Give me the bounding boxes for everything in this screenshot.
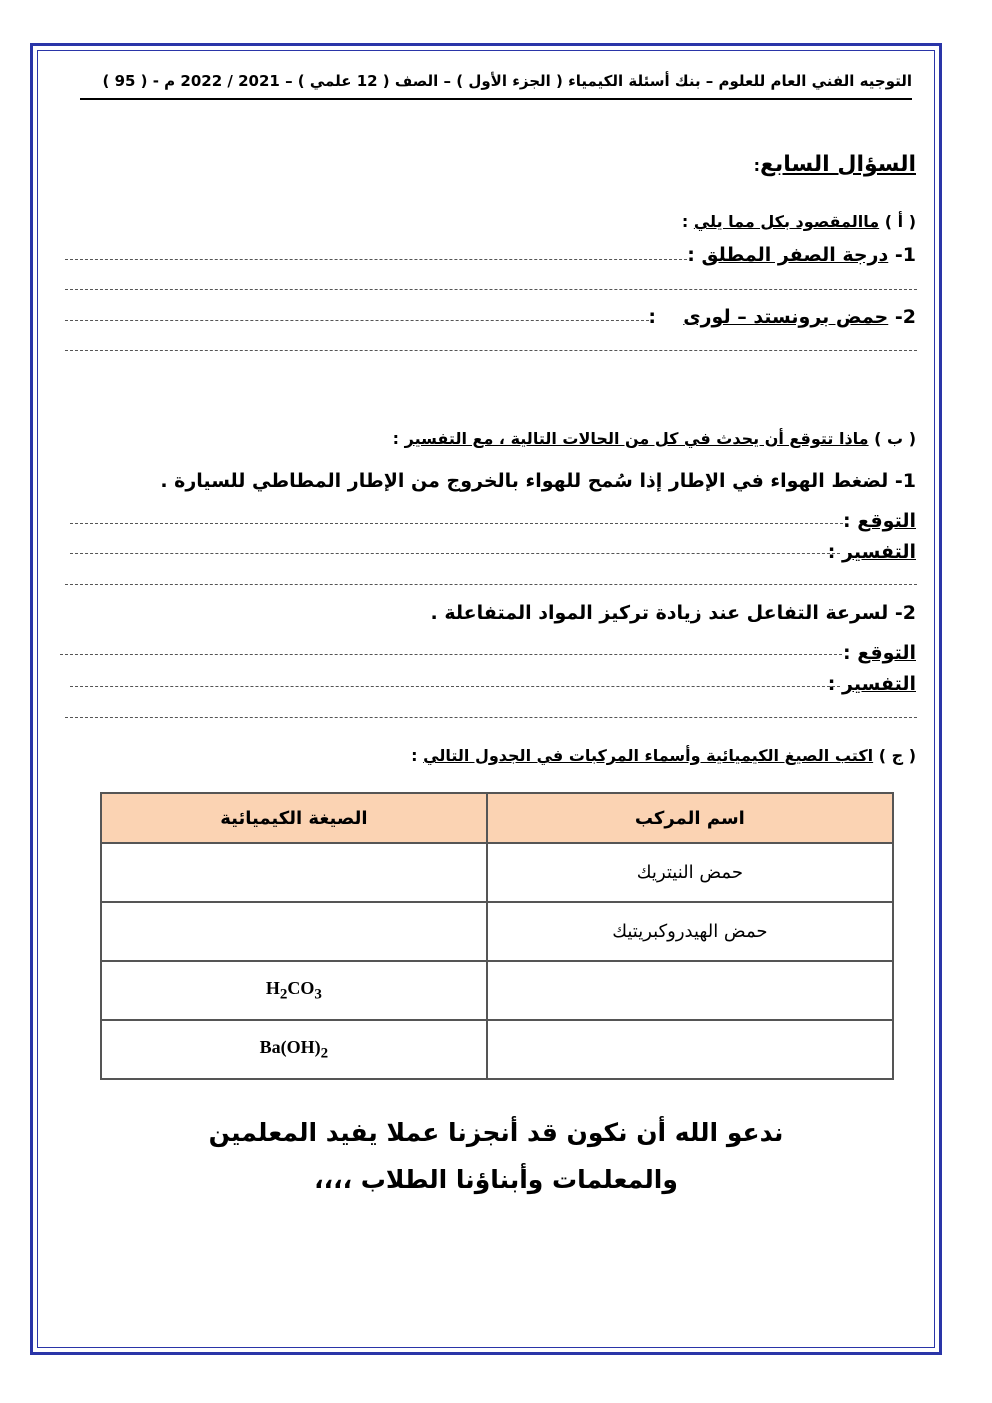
formula-part: H xyxy=(265,977,280,998)
header-formula: الصيغة الكيميائية xyxy=(101,793,487,843)
item-text: لسرعة التفاعل عند زيادة تركيز المواد المتفاعلة . xyxy=(430,602,889,624)
page-header: التوجيه الفني العام للعلوم – بنك أسئلة الكيمياء ( الجزء الأول ) – الصف ( 12 علمي ) – 2021 / 2022 م - ( 95 ) xyxy=(80,72,912,100)
answer-line xyxy=(65,289,917,290)
part-a-heading xyxy=(682,212,916,231)
answer-line xyxy=(65,320,649,321)
table-row xyxy=(101,1020,893,1079)
answer-line xyxy=(70,553,840,554)
answer-line xyxy=(70,686,840,687)
part-b-item-2 xyxy=(431,602,916,624)
explain-label: التفسير xyxy=(842,673,916,695)
expect-label-1 xyxy=(843,510,916,532)
expect-label: التوقع xyxy=(857,510,916,532)
item-colon: : xyxy=(687,244,695,266)
explain-label: التفسير xyxy=(842,541,916,563)
closing-prayer-line-2: والمعلمات وأبناؤنا الطلاب ،،،، xyxy=(314,1165,678,1194)
formula-subscript: 2 xyxy=(279,986,288,1003)
closing-prayer-line-1: ندعو الله أن نكون قد أنجزنا عملا يفيد المعلمين xyxy=(208,1118,784,1147)
formula-cell[interactable] xyxy=(101,843,487,902)
answer-line xyxy=(60,654,842,655)
part-c-prefix: ( ج ) xyxy=(878,746,916,765)
answer-line xyxy=(65,584,917,585)
term-bronsted-lowry: حمض برونستد – لورى xyxy=(683,306,889,328)
answer-line xyxy=(65,717,917,718)
table-row xyxy=(101,902,893,961)
name-cell[interactable] xyxy=(487,961,893,1020)
label-colon: : xyxy=(827,673,836,695)
question-title-colon: : xyxy=(753,156,760,175)
item-number: 1- xyxy=(894,470,916,492)
expect-label-2 xyxy=(843,642,916,664)
part-c-title: اكتب الصيغ الكيميائية وأسماء المركبات في الجدول التالي xyxy=(423,746,874,765)
answer-line xyxy=(65,350,917,351)
label-colon: : xyxy=(827,541,836,563)
item-number: 1- xyxy=(894,244,916,266)
formula-cell xyxy=(101,1020,487,1079)
formula-subscript: 2 xyxy=(320,1045,329,1062)
question-title xyxy=(754,152,916,177)
compounds-table xyxy=(100,792,894,1080)
table-row xyxy=(101,961,893,1020)
part-b-heading xyxy=(393,429,916,448)
item-colon: : xyxy=(648,306,656,328)
formula-part: Ba(OH) xyxy=(259,1036,321,1057)
part-a-item-2 xyxy=(648,306,916,328)
part-b-colon: : xyxy=(392,429,400,448)
table-row xyxy=(101,843,893,902)
formula-part: CO xyxy=(287,977,315,998)
part-b-prefix: ( ب ) xyxy=(874,429,916,448)
part-a-title: ماالمقصود بكل مما يلي xyxy=(693,212,880,231)
item-number: 2- xyxy=(894,306,916,328)
formula-cell xyxy=(101,961,487,1020)
header-compound-name: اسم المركب xyxy=(487,793,893,843)
formula-subscript: 3 xyxy=(314,986,322,1003)
item-number: 2- xyxy=(894,602,916,624)
item-text: لضغط الهواء في الإطار إذا سُمح للهواء بالخروج من الإطار المطاطي للسيارة . xyxy=(160,470,889,492)
answer-line xyxy=(65,259,687,260)
part-a-colon: : xyxy=(681,212,689,231)
name-cell[interactable] xyxy=(487,1020,893,1079)
part-a-prefix: ( أ ) xyxy=(884,212,916,231)
table-header-row xyxy=(101,793,893,843)
part-a-item-1 xyxy=(687,244,916,266)
question-title-text: السؤال السابع xyxy=(759,152,916,177)
term-absolute-zero: درجة الصفر المطلق xyxy=(701,244,889,266)
name-cell: حمض الهيدروكبريتيك xyxy=(487,902,893,961)
label-colon: : xyxy=(843,642,851,664)
answer-line xyxy=(70,523,848,524)
part-c-heading xyxy=(411,746,916,765)
name-cell: حمض النيتريك xyxy=(487,843,893,902)
part-b-item-1 xyxy=(160,470,916,492)
explain-label-2 xyxy=(828,673,916,695)
explain-label-1 xyxy=(828,541,916,563)
expect-label: التوقع xyxy=(857,642,916,664)
part-c-colon: : xyxy=(411,746,418,765)
label-colon: : xyxy=(843,510,851,532)
formula-cell[interactable] xyxy=(101,902,487,961)
part-b-title: ماذا تتوقع أن يحدث في كل من الحالات التالية ، مع التفسير xyxy=(404,429,869,448)
